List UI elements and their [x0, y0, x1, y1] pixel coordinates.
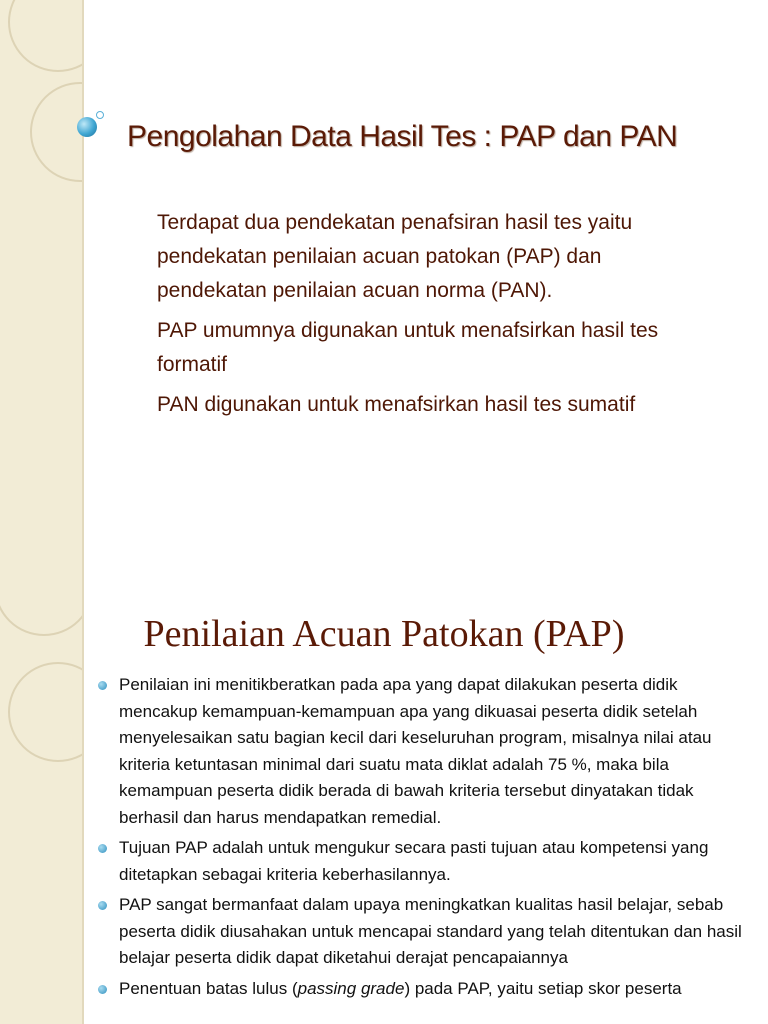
bullet-dot-icon: [98, 681, 107, 690]
paragraph-approaches: Terdapat dua pendekatan penafsiran hasil tes yaitu pendekatan penilaian acuan patokan (PAP) dan pendekatan penilaian acuan norma (PAN).: [157, 211, 633, 302]
list-item: PAP sangat bermanfaat dalam upaya meningkatkan kualitas hasil belajar, sebab peserta didik diusahakan untuk mencapai standard yang telah ditentukan dan hasil belajar peserta didik dapat diketahui derajat pencapaiannya: [98, 892, 746, 972]
list-item: Penentuan batas lulus (passing grade) pada PAP, yaitu setiap skor peserta: [98, 976, 746, 1003]
passing-grade-term: passing grade: [297, 978, 405, 998]
bullet-dot-icon: [98, 901, 107, 910]
decorative-side-strip: [0, 0, 84, 576]
bullet-list: [98, 672, 746, 1006]
decorative-ring: [8, 0, 84, 72]
decorative-ring: [30, 82, 84, 182]
paragraph-pap: PAP umumnya digunakan untuk menafsirkan hasil tes formatif: [157, 319, 659, 376]
slide-title: Penilaian Acuan Patokan (PAP): [143, 613, 625, 655]
bullet-dot-icon: [98, 985, 107, 994]
list-item: Penilaian ini menitikberatkan pada apa yang dapat dilakukan peserta didik mencakup kemampuan-kemampuan apa yang dikuasai peserta didik setelah menyelesaikan satu bagian kecil dari keseluruhan program, misalnya nilai atau kriteria ketuntasan minimal dari suatu mata diklat adalah 75 %, maka bila kemampuan peserta didik berada di bawah kriteria tersebut dinyatakan tidak berhasil dan harus mendapatkan remedial.: [98, 672, 746, 831]
slide-title: Pengolahan Data Hasil Tes : PAP dan PAN: [127, 120, 678, 153]
decorative-ring: [8, 662, 84, 762]
decorative-small-bead: [96, 111, 104, 119]
slide-pap: [0, 576, 768, 1024]
list-item: Tujuan PAP adalah untuk mengukur secara pasti tujuan atau kompetensi yang ditetapkan sebagai kriteria keberhasilannya.: [98, 835, 746, 888]
bullet-dot-icon: [98, 844, 107, 853]
decorative-blue-bead: [77, 117, 97, 137]
paragraph-pan: PAN digunakan untuk menafsirkan hasil tes sumatif: [157, 393, 636, 416]
slide-body: [157, 206, 717, 428]
